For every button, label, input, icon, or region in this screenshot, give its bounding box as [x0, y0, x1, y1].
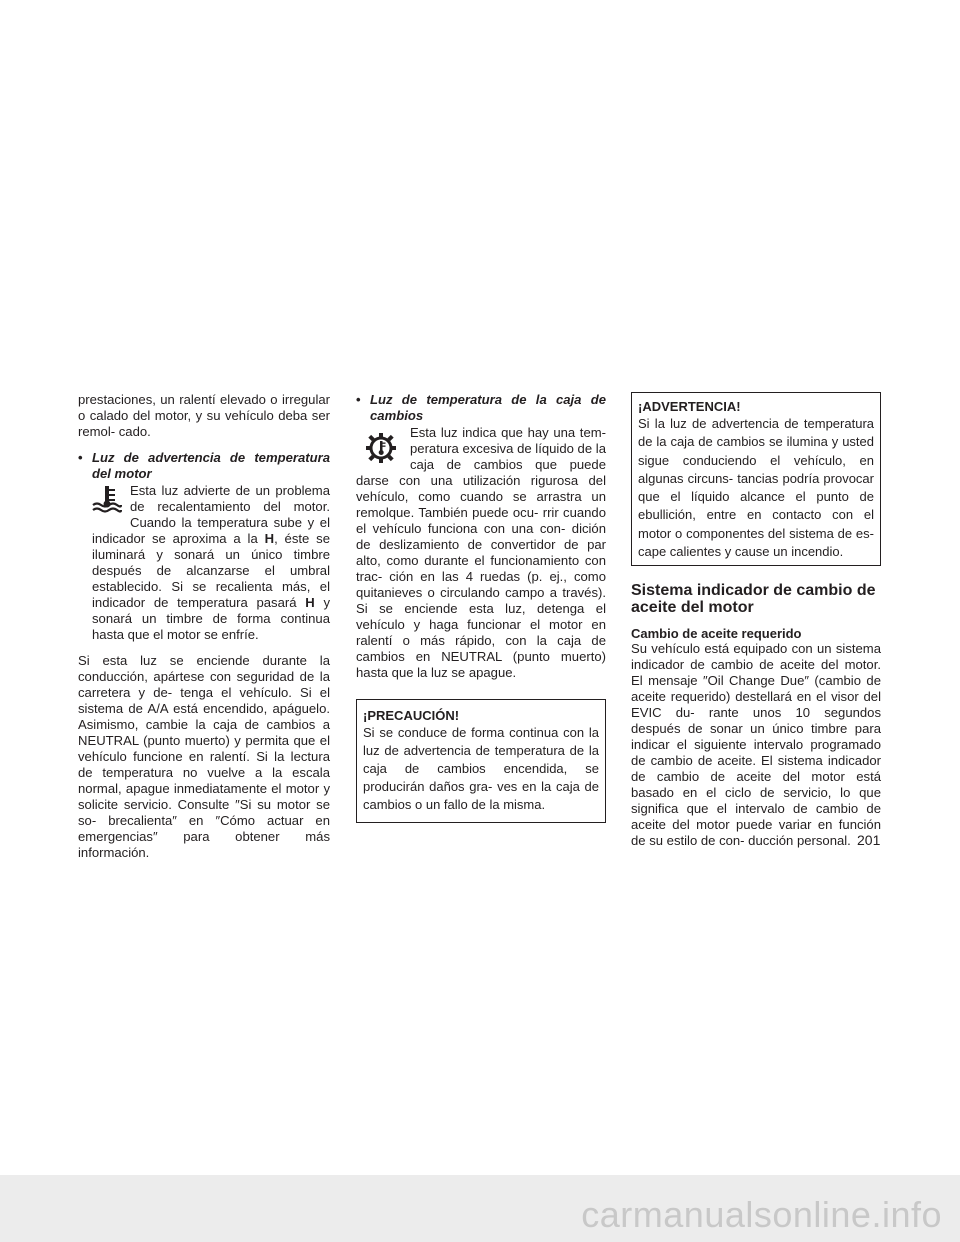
section-title: Sistema indicador de cambio de aceite del motor — [631, 582, 876, 617]
hot-mark: H — [305, 595, 315, 610]
column-right — [631, 392, 881, 859]
paragraph-instructions: Si esta luz se enciende durante la conducción, apártese con seguridad de la carretera y de- tenga el vehículo. Si el sistema de A/A está encendido, apáguelo. Asimismo, cambie la caja de cambios a NEUTRAL (punto muerto) y permita que el vehículo funcione en ralentí. Si la lectura de temperatura no vuelve a la escala normal, apague inmediatamente el motor y solicite servicio. Consulte ″Si su motor se so- brecalienta″ en ″Cómo actuar en emergencias″ para obtener más información. — [78, 653, 330, 860]
bullet-heading-transmission-temp — [356, 392, 606, 424]
bullet-title: Luz de advertencia de temperatura del motor — [92, 450, 330, 481]
warning-text: Si la luz de advertencia de temperatura de la caja de cambios se ilumina y usted sigue conduciendo el vehículo, en algunas circuns- tancias podría provocar que el líquido alcance el punto de ebullición, entre en contacto con el motor o componentes del sistema de es- cape calientes y cause un incendio. — [638, 416, 874, 560]
bullet-heading-engine-temp — [78, 450, 330, 482]
page-number: 201 — [857, 832, 881, 848]
bullet-title: Luz de temperatura de la caja de cambios — [370, 392, 606, 423]
bullet-dot: • — [356, 392, 361, 407]
caution-title: ¡PRECAUCIÓN! — [363, 708, 460, 723]
watermark: carmanualsonline.info — [581, 1194, 942, 1235]
warning-box — [631, 392, 881, 566]
bullet-text-part: Esta luz advierte de un problema de recalentamiento del motor. Cuando la temperatura sube y el indicador se aproxima a la — [92, 483, 330, 546]
paragraph-intro: prestaciones, un ralentí elevado o irregular o calado del motor, y su vehículo deba ser remol- cado. — [78, 392, 330, 439]
bullet-text-part: y sonará un timbre de forma continua hasta que el motor se enfríe. — [92, 595, 330, 642]
column-middle — [356, 392, 606, 823]
transmission-temperature-icon — [366, 433, 396, 467]
warning-title: ¡ADVERTENCIA! — [638, 399, 741, 414]
column-left — [78, 392, 330, 871]
engine-coolant-temperature-icon — [92, 485, 122, 517]
hot-mark: H — [264, 531, 275, 546]
subsection-title: Cambio de aceite requerido — [631, 626, 802, 642]
bullet-text: Esta luz indica que hay una tem- peratura excesiva de líquido de la caja de cambios que puede darse con una utilización rigurosa del vehículo, como cuando se arrastra un remolque. También puede ocu- rrir cuando el vehículo funciona con una con- dición de deslizamiento de convertidor de par alto, como durante el funcionamiento con trac- ción en las 4 ruedas (p. ej., como quitanieves o circulando campo a través). Si se enciende esta luz, detenga el vehículo y haga funcionar el motor en ralentí o más rápido, con la caja de cambios en NEUTRAL (punto muerto) hasta que la luz se apague. — [356, 425, 606, 680]
caution-text: Si se conduce de forma continua con la luz de advertencia de temperatura de la caja de cambios encendida, se producirán daños gra- ves en la caja de cambios o un fallo de la misma. — [363, 725, 599, 812]
paragraph-oil-change: Su vehículo está equipado con un sistema indicador de cambio de aceite del motor. El mensaje ″Oil Change Due″ (cambio de aceite requerido) destellará en el visor del EVIC du- rante unos 10 segundos después de sonar un único timbre para indicar el siguiente intervalo programado de cambio de aceite. El sistema indicador de cambio de aceite del motor está basado en el ciclo de servicio, lo que significa que el intervalo de cambio de aceite del motor puede variar en función de su estilo de con- ducción personal. — [631, 641, 881, 849]
bullet-text-part: , éste se iluminará y sonará un único timbre después de alcanzarse el umbral establecido. Si se recalienta más, el indicador de temperatura pasará — [92, 531, 330, 610]
bullet-body-transmission-temp — [356, 425, 606, 681]
bullet-dot: • — [78, 450, 83, 465]
caution-box — [356, 699, 606, 823]
bullet-body-engine-temp — [78, 483, 330, 643]
